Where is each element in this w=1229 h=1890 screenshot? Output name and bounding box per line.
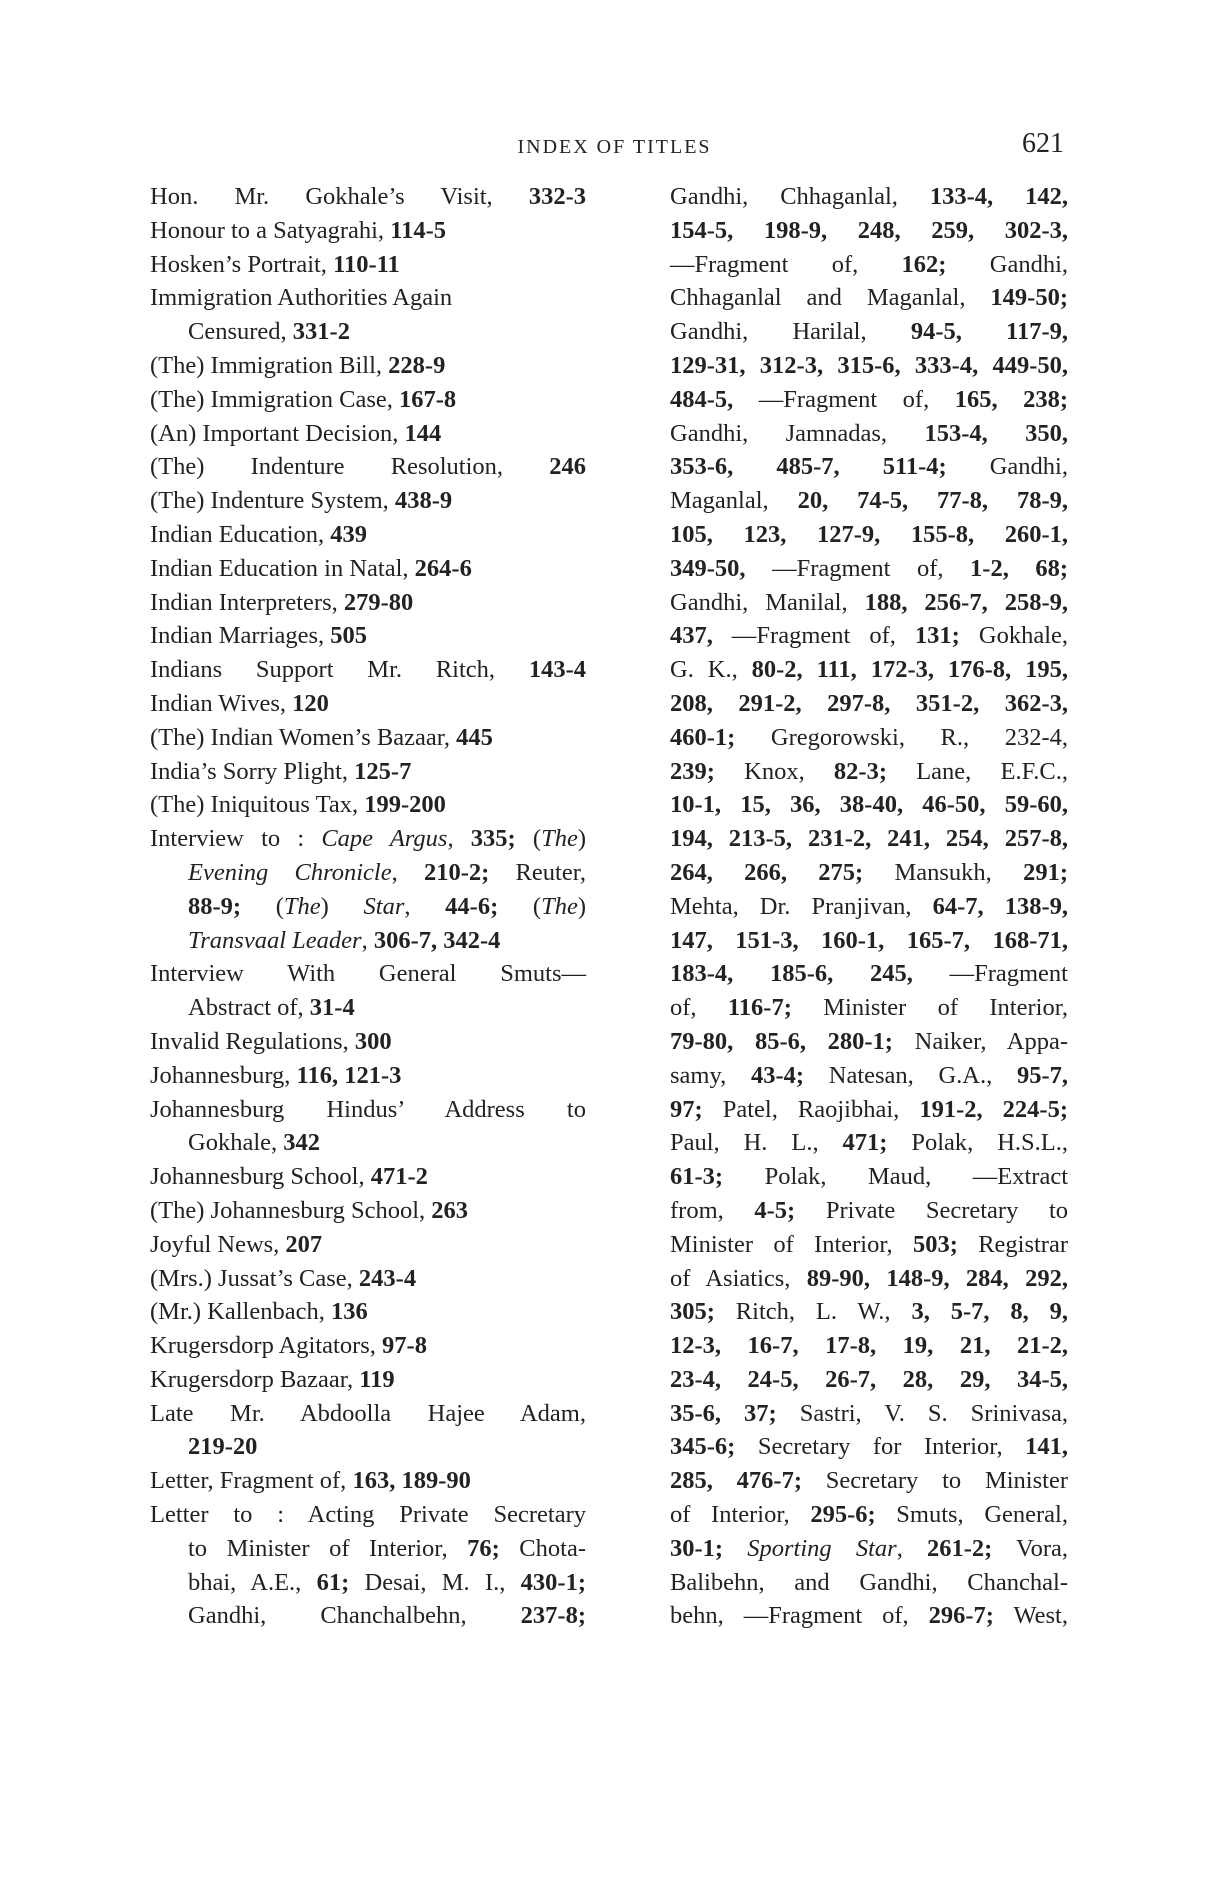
index-entry-line	[670, 1160, 1068, 1194]
page-reference: 503;	[912, 1230, 958, 1258]
index-entry-line	[150, 1363, 586, 1397]
entry-text: Minister of Interior,	[670, 1230, 913, 1258]
index-entry-line	[670, 1093, 1068, 1127]
index-entry-line	[150, 619, 586, 653]
index-entry-line	[670, 1363, 1068, 1397]
index-entry-line	[150, 281, 586, 315]
entry-text: Letter, Fragment of,	[150, 1467, 353, 1495]
entry-text: Balibehn, and Gandhi, Chanchal-	[670, 1568, 1068, 1596]
index-entry-line	[150, 518, 586, 552]
index-entry-line	[670, 1329, 1068, 1363]
entry-text: (	[498, 892, 542, 920]
page-reference: 1-2, 68;	[970, 554, 1068, 582]
page-reference: 243-4	[358, 1264, 417, 1292]
index-entry-line	[150, 890, 586, 924]
entry-text: Johannesburg Hindus’ Address to	[150, 1095, 586, 1123]
page-reference: 300	[354, 1027, 392, 1055]
index-entry-line	[670, 1532, 1068, 1566]
entry-text: samy,	[670, 1061, 751, 1089]
entry-text: Chhaganlal and Maganlal,	[670, 284, 991, 312]
index-entry-line	[670, 315, 1068, 349]
page-reference: 285, 476-7;	[670, 1467, 802, 1495]
italic-title: The	[283, 892, 321, 920]
index-entry-line	[670, 721, 1068, 755]
entry-text: Secretary to Minister	[802, 1467, 1068, 1495]
entry-text: Honour to a Satyagrahi,	[150, 216, 391, 244]
page-reference: 76;	[467, 1534, 500, 1562]
index-entry-line	[670, 991, 1068, 1025]
entry-text: Gandhi, Manilal,	[670, 588, 865, 616]
index-entry-line	[670, 619, 1068, 653]
page-reference: 64-7, 138-9,	[932, 892, 1068, 920]
index-entry-line	[150, 1532, 586, 1566]
index-entry-line	[150, 991, 586, 1025]
entry-text: Private Secretary to	[795, 1196, 1069, 1224]
page-reference: 79-80, 85-6, 280-1;	[670, 1027, 893, 1055]
entry-text: Johannesburg,	[150, 1061, 297, 1089]
page-reference: 291;	[1023, 858, 1068, 886]
index-entry-line	[150, 1228, 586, 1262]
page-reference: 445	[456, 723, 493, 751]
page-reference: 219-20	[188, 1433, 258, 1461]
entry-text: (The) Indian Women’s Bazaar,	[150, 723, 457, 751]
page-reference: 191-2, 224-5;	[919, 1095, 1068, 1123]
index-entry-line	[670, 1126, 1068, 1160]
entry-text: (Mr.) Kallenbach,	[150, 1298, 331, 1326]
entry-text: Naiker, Appa-	[892, 1027, 1068, 1055]
entry-text: ,	[404, 892, 446, 920]
page-reference: 246	[549, 453, 586, 481]
index-entry-line	[150, 957, 586, 991]
page-reference: 95-7,	[1016, 1061, 1069, 1089]
entry-text: Maganlal,	[670, 487, 798, 515]
index-entry-line	[670, 1295, 1068, 1329]
entry-text: (An) Important Decision,	[150, 419, 405, 447]
page-reference: 471-2	[370, 1163, 428, 1191]
page-reference: 30-1;	[670, 1534, 724, 1562]
entry-text: Hon. Mr. Gokhale’s Visit,	[150, 183, 529, 210]
entry-text: Krugersdorp Agitators,	[150, 1332, 383, 1360]
entry-text: Indian Education,	[150, 520, 331, 548]
index-entry-line	[150, 1160, 586, 1194]
index-entry-line	[150, 653, 586, 687]
entry-text: from,	[670, 1196, 755, 1224]
index-entry-line	[150, 1430, 586, 1464]
entry-text: of Asiatics,	[670, 1264, 807, 1292]
page-reference: 141,	[1025, 1433, 1068, 1461]
index-entry-line	[150, 822, 586, 856]
entry-text: G. K.,	[670, 656, 752, 684]
index-entry-line	[670, 349, 1068, 383]
index-entry-line	[150, 755, 586, 789]
index-entry-line	[150, 450, 586, 484]
page-reference: 31-4	[309, 994, 355, 1022]
index-entry-line	[670, 1228, 1068, 1262]
entry-text: Paul, H. L.,	[670, 1129, 843, 1157]
page-reference: 331-2	[292, 318, 350, 346]
entry-text: Joyful News,	[150, 1230, 286, 1258]
index-entry-line	[150, 383, 586, 417]
entry-text: —Fragment of,	[745, 554, 971, 582]
entry-text: Natesan, G.A.,	[804, 1061, 1017, 1089]
page-reference: 237-8;	[520, 1602, 586, 1630]
index-entry-line	[670, 924, 1068, 958]
page-reference: 296-7;	[928, 1602, 994, 1630]
index-entry-line	[670, 957, 1068, 991]
index-entry-line	[670, 1430, 1068, 1464]
page-reference: 61;	[316, 1568, 350, 1596]
page-reference: 349-50,	[670, 554, 746, 582]
entry-text: Immigration Authorities Again	[150, 284, 453, 312]
page-reference: 153-4, 350,	[924, 419, 1068, 447]
index-entry-line	[670, 1194, 1068, 1228]
page-reference: 144	[404, 419, 442, 447]
index-entry-line	[670, 552, 1068, 586]
page-reference: 143-4	[528, 656, 586, 684]
entry-text: Mansukh,	[863, 858, 1024, 886]
page-reference: 20, 74-5, 77-8, 78-9,	[797, 487, 1068, 515]
entry-text: Gandhi, Jamnadas,	[670, 419, 925, 447]
index-entry-line	[150, 721, 586, 755]
index-entry-line	[670, 788, 1068, 822]
entry-text: Ritch, L. W.,	[714, 1298, 912, 1326]
page-reference: 207	[285, 1230, 323, 1258]
index-entry-line	[150, 1126, 586, 1160]
index-entry-line	[670, 1059, 1068, 1093]
entry-text: Indian Education in Natal,	[150, 554, 415, 582]
index-entry-line	[670, 518, 1068, 552]
index-entry-line	[670, 586, 1068, 620]
index-entry-line	[150, 552, 586, 586]
page-reference: 154-5, 198-9, 248, 259, 302-3,	[670, 216, 1068, 244]
entry-text: Vora,	[992, 1534, 1069, 1562]
entry-text: Mehta, Dr. Pranjivan,	[670, 892, 933, 920]
page-reference: 439	[330, 520, 368, 548]
index-entry-line	[150, 1262, 586, 1296]
page-reference: 116, 121-3	[296, 1061, 402, 1089]
index-entry-line	[670, 450, 1068, 484]
entry-text: to Minister of Interior,	[188, 1534, 468, 1562]
page-reference: 183-4, 185-6, 245,	[670, 960, 913, 988]
entry-text: (The) Iniquitous Tax,	[150, 791, 365, 819]
italic-title: Transvaal Leader	[188, 926, 362, 954]
entry-text: Indians Support Mr. Ritch,	[150, 656, 529, 684]
entry-text: Chota-	[499, 1534, 586, 1562]
entry-text	[723, 1535, 747, 1562]
italic-title: The	[541, 825, 578, 853]
page-reference: 110-11	[333, 250, 400, 278]
entry-text: Sastri, V. S. Srinivasa,	[776, 1399, 1068, 1427]
page-reference: 165, 238;	[954, 385, 1068, 413]
index-entry-line	[670, 484, 1068, 518]
page-reference: 12-3, 16-7, 17-8, 19, 21, 21-2,	[670, 1332, 1068, 1360]
page-reference: 97-8	[382, 1332, 427, 1360]
page-reference: 264, 266, 275;	[670, 858, 864, 886]
page-reference: 3, 5-7, 8, 9,	[911, 1298, 1068, 1326]
entry-text: Interview to :	[150, 825, 322, 853]
index-entry-line	[670, 856, 1068, 890]
index-entry-line	[150, 1498, 586, 1532]
entry-text: )	[577, 825, 586, 853]
index-entry-line	[150, 214, 586, 248]
index-entry-line	[670, 417, 1068, 451]
entry-text: of,	[670, 994, 728, 1022]
entry-text: West,	[993, 1602, 1068, 1630]
page-reference: 147, 151-3, 160-1, 165-7, 168-71,	[670, 926, 1068, 954]
entry-text: Gokhale,	[959, 622, 1069, 650]
italic-title: Star	[363, 892, 405, 920]
page-reference: 114-5	[390, 216, 446, 244]
page-reference: 10-1, 15, 36, 38-40, 46-50, 59-60,	[670, 791, 1068, 819]
index-entry-line	[150, 1464, 586, 1498]
entry-text: Gregorowski, R., 232-4,	[735, 723, 1068, 751]
entry-text: Gandhi,	[946, 453, 1068, 481]
entry-text: Letter to : Acting Private Secretary	[150, 1501, 586, 1529]
index-entry-line	[150, 1397, 586, 1431]
entry-text: (The) Johannesburg School,	[150, 1196, 432, 1224]
page-reference: 23-4, 24-5, 26-7, 28, 29, 34-5,	[670, 1365, 1068, 1393]
page-reference: 162;	[901, 250, 947, 278]
entry-text: (Mrs.) Jussat’s Case,	[150, 1264, 359, 1292]
entry-text: Interview With General Smuts—	[150, 960, 586, 988]
page-reference: 82-3;	[833, 757, 887, 785]
entry-text: )	[577, 892, 586, 920]
page-reference: 105, 123, 127-9, 155-8, 260-1,	[670, 520, 1068, 548]
entry-text: (	[515, 825, 542, 853]
page-reference: 136	[330, 1298, 368, 1326]
index-entry-line	[150, 1093, 586, 1127]
page-reference: 188, 256-7, 258-9,	[864, 588, 1068, 616]
index-column-right	[670, 180, 1068, 1633]
entry-text: Late Mr. Abdoolla Hajee Adam,	[150, 1399, 586, 1427]
entry-text: Indian Interpreters,	[150, 588, 344, 616]
page-reference: 167-8	[399, 385, 457, 413]
entry-text: behn, —Fragment of,	[670, 1602, 929, 1630]
entry-text: Smuts, General,	[875, 1501, 1068, 1529]
index-entry-line	[150, 248, 586, 282]
page-reference: 239;	[670, 757, 715, 785]
page-reference: 149-50;	[990, 284, 1068, 312]
entry-text: (The) Immigration Bill,	[150, 351, 389, 379]
italic-title: The	[541, 892, 578, 920]
entry-text: Abstract of,	[188, 994, 310, 1022]
entry-text: Hosken’s Portrait,	[150, 250, 334, 278]
page-reference: 335;	[470, 825, 516, 853]
page-reference: 97;	[670, 1095, 703, 1123]
entry-text: (	[241, 892, 284, 920]
page-reference: 89-90, 148-9, 284, 292,	[806, 1264, 1068, 1292]
italic-title: Sporting Star	[747, 1534, 897, 1562]
index-column-left	[150, 180, 586, 1633]
page-reference: 94-5, 117-9,	[910, 318, 1068, 346]
page-reference: 4-5;	[754, 1196, 796, 1224]
index-entry-line	[670, 890, 1068, 924]
index-entry-line	[150, 417, 586, 451]
page-reference: 430-1;	[520, 1568, 586, 1596]
page-reference: 228-9	[388, 351, 446, 379]
entry-text: (The) Indenture Resolution,	[150, 453, 550, 481]
index-entry-line	[150, 788, 586, 822]
index-entry-line	[150, 586, 586, 620]
index-entry-line	[670, 1599, 1068, 1633]
entry-text: Censured,	[188, 318, 293, 346]
page-reference: 125-7	[354, 757, 412, 785]
index-entry-line	[150, 1059, 586, 1093]
index-entry-line	[670, 180, 1068, 214]
entry-text: Minister of Interior,	[791, 994, 1068, 1022]
page-reference: 43-4;	[750, 1061, 805, 1089]
index-entry-line	[670, 383, 1068, 417]
index-entry-line	[670, 248, 1068, 282]
index-entry-line	[670, 1025, 1068, 1059]
entry-text: ,	[391, 858, 424, 886]
page-reference: 345-6;	[670, 1433, 736, 1461]
page-reference: 279-80	[343, 588, 414, 616]
index-entry-line	[150, 924, 586, 958]
entry-text: bhai, A.E.,	[188, 1568, 317, 1596]
entry-text: Lane, E.F.C.,	[887, 757, 1068, 785]
page-reference: 119	[359, 1365, 395, 1393]
page-reference: 116-7;	[727, 994, 792, 1022]
page-reference: 263	[431, 1196, 468, 1224]
entry-text: —Fragment of,	[733, 385, 955, 413]
running-head: INDEX OF TITLES	[517, 136, 712, 158]
index-entry-line	[150, 315, 586, 349]
index-entry-line	[150, 1194, 586, 1228]
entry-text: Registrar	[957, 1230, 1069, 1258]
entry-text: Johannesburg School,	[150, 1163, 371, 1191]
entry-text: Patel, Raojibhai,	[702, 1095, 920, 1123]
page-reference: 305;	[670, 1298, 715, 1326]
page-reference: 210-2;	[423, 858, 490, 886]
entry-text: —Fragment	[912, 960, 1068, 988]
index-entry-line	[670, 653, 1068, 687]
page-reference: 484-5,	[670, 385, 734, 413]
index-entry-line	[670, 214, 1068, 248]
index-entry-line	[150, 484, 586, 518]
entry-text: ,	[361, 926, 374, 954]
entry-text: India’s Sorry Plight,	[150, 757, 355, 785]
index-entry-line	[150, 856, 586, 890]
page-reference: 306-7, 342-4	[373, 926, 501, 954]
page-reference: 88-9;	[188, 892, 242, 920]
page-reference: 129-31, 312-3, 315-6, 333-4, 449-50,	[670, 351, 1068, 379]
page-reference: 264-6	[414, 554, 472, 582]
index-entry-line	[150, 687, 586, 721]
italic-title: Cape Argus	[321, 825, 448, 853]
page-reference: 437,	[670, 622, 713, 650]
entry-text: Gandhi, Harilal,	[670, 318, 911, 346]
index-entry-line	[670, 1262, 1068, 1296]
page-reference: 194, 213-5, 231-2, 241, 254, 257-8,	[670, 825, 1068, 853]
page-reference: 80-2, 111, 172-3, 176-8, 195,	[751, 656, 1068, 684]
index-entry-line	[670, 755, 1068, 789]
index-entry-line	[150, 1566, 586, 1600]
index-entry-line	[670, 822, 1068, 856]
entry-text: Indian Wives,	[150, 689, 293, 717]
page-reference: 505	[330, 622, 368, 650]
index-entry-line	[150, 1025, 586, 1059]
index-entry-line	[670, 1397, 1068, 1431]
entry-text: ,	[447, 825, 471, 853]
page-reference: 261-2;	[927, 1534, 993, 1562]
entry-text: Krugersdorp Bazaar,	[150, 1365, 360, 1393]
entry-text: Gandhi, Chhaganlal,	[670, 183, 930, 210]
page-reference: 438-9	[394, 487, 453, 515]
page-reference: 471;	[842, 1129, 888, 1157]
page-reference: 35-6, 37;	[670, 1399, 777, 1427]
page-reference: 131;	[914, 622, 960, 650]
entry-text: (The) Indenture System,	[150, 487, 395, 515]
page-reference: 199-200	[364, 791, 446, 819]
index-entry-line	[670, 687, 1068, 721]
page-reference: 342	[283, 1129, 320, 1157]
index-entry-line	[670, 281, 1068, 315]
entry-text: )	[320, 892, 364, 920]
entry-text: Polak, H.S.L.,	[887, 1129, 1068, 1157]
page-reference: 332-3	[528, 183, 586, 210]
entry-text: Gokhale,	[188, 1129, 284, 1157]
entry-text: Secretary for Interior,	[735, 1433, 1026, 1461]
page-number: 621	[1022, 128, 1064, 159]
index-entry-line	[150, 1329, 586, 1363]
entry-text: (The) Immigration Case,	[150, 385, 400, 413]
entry-text: —Fragment of,	[670, 250, 902, 278]
page-reference: 120	[292, 689, 329, 717]
entry-text: Indian Marriages,	[150, 622, 331, 650]
index-entry-line	[670, 1464, 1068, 1498]
entry-text: Polak, Maud, —Extract	[723, 1163, 1068, 1191]
entry-text: Desai, M. I.,	[349, 1568, 521, 1596]
page-reference: 44-6;	[445, 892, 499, 920]
entry-text: Reuter,	[489, 858, 587, 886]
index-entry-line	[150, 349, 586, 383]
page-reference: 133-4, 142,	[929, 183, 1068, 210]
index-entry-line	[150, 1295, 586, 1329]
entry-text: Gandhi, Chanchalbehn,	[188, 1602, 521, 1630]
entry-text: Knox,	[714, 757, 834, 785]
page-reference: 353-6, 485-7, 511-4;	[670, 453, 947, 481]
page-reference: 61-3;	[670, 1163, 724, 1191]
entry-text: ,	[896, 1534, 927, 1562]
page-reference: 460-1;	[670, 723, 736, 751]
entry-text: of Interior,	[670, 1501, 811, 1529]
index-entry-line	[670, 1498, 1068, 1532]
entry-text: —Fragment of,	[712, 622, 915, 650]
entry-text: Gandhi,	[946, 250, 1068, 278]
page-reference: 163, 189-90	[352, 1467, 471, 1495]
page-reference: 208, 291-2, 297-8, 351-2, 362-3,	[670, 689, 1068, 717]
index-entry-line	[670, 1566, 1068, 1600]
entry-text: Invalid Regulations,	[150, 1027, 355, 1055]
page-reference: 295-6;	[810, 1501, 876, 1529]
index-entry-line	[150, 1599, 586, 1633]
italic-title: Evening Chronicle	[188, 858, 392, 886]
index-entry-line	[150, 180, 586, 214]
